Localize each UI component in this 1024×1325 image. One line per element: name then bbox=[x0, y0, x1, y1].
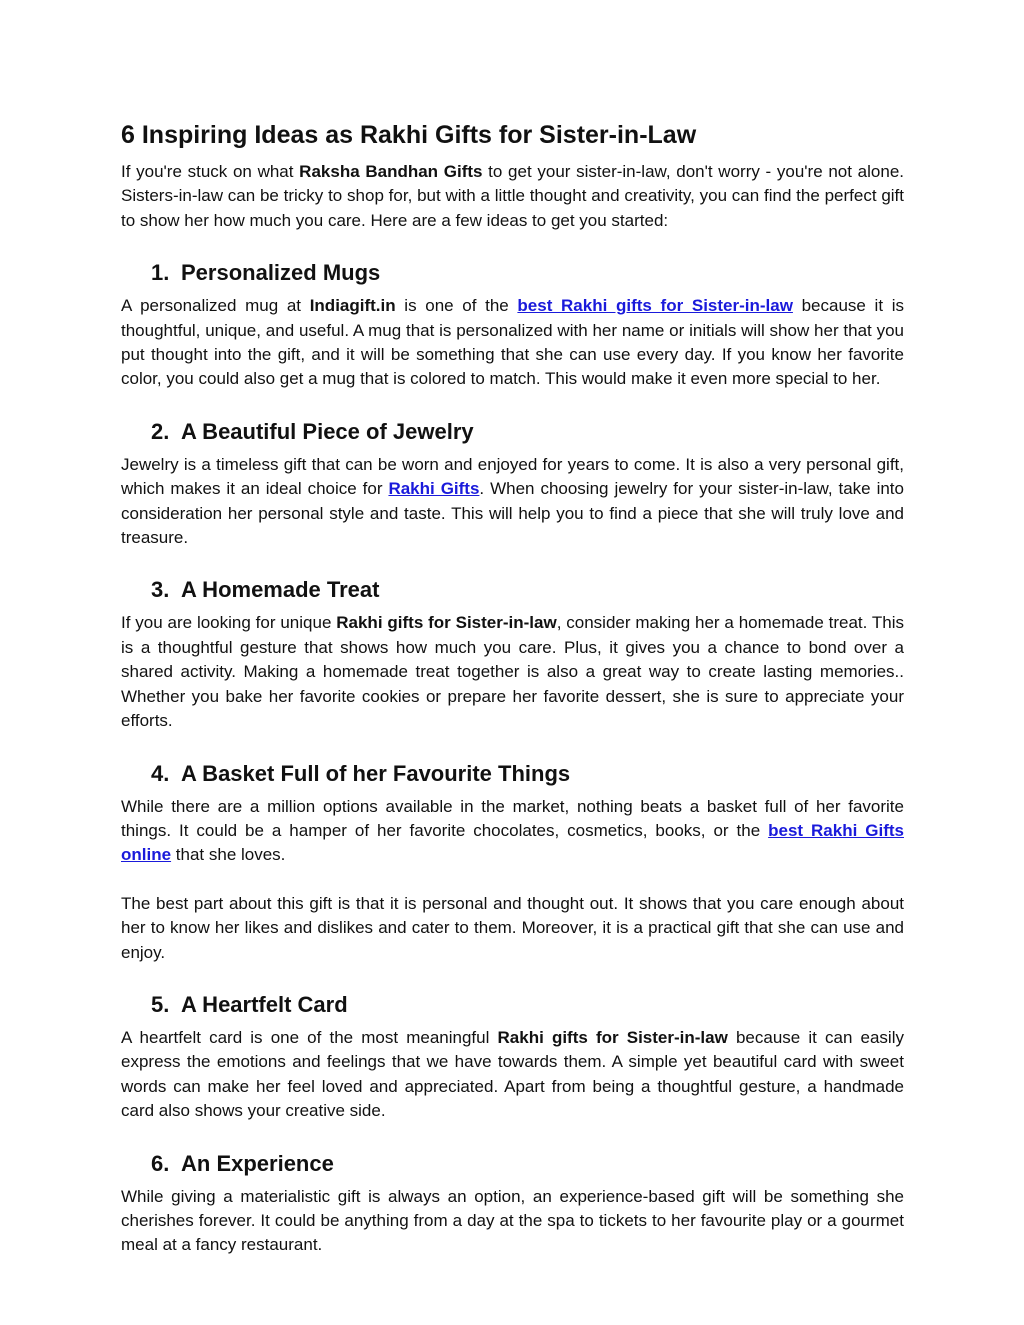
section-number: 6. bbox=[151, 1150, 170, 1176]
section-paragraph-5 bbox=[121, 1026, 904, 1124]
paragraph-text: A personalized mug at bbox=[121, 296, 310, 316]
section-title: A Heartfelt Card bbox=[181, 991, 348, 1017]
best-rakhi-gifts-sister-in-law-link[interactable]: best Rakhi gifts for Sister-in-law bbox=[517, 296, 793, 316]
section-paragraph-4 bbox=[121, 795, 904, 868]
paragraph-text: , consider making her a homemade treat. This is a thoughtful gesture that shows how much you care. Plus, it gives you a chance to bond over a shared activity. Making a homemade treat together is also a great way to create lasting memories.. Whether you bake her favorite cookies or prepare her favorite dessert, she is sure to appreciate your efforts. bbox=[121, 613, 905, 731]
article bbox=[121, 118, 904, 1258]
bold-keyword: Rakhi gifts for Sister-in-law bbox=[497, 1027, 728, 1047]
paragraph-text: is one of the bbox=[395, 296, 518, 316]
intro-text-rest: to get your sister-in-law, don't worry - you're not alone. Sisters-in-law can be tricky to shop for, but with a little thought and creativity, you can find the perfect gift to show her how much you care. Here are a few ideas to get you started: bbox=[121, 162, 904, 230]
section-heading-1 bbox=[121, 258, 904, 288]
paragraph-text: While there are a million options available in the market, nothing beats a basket full of her favorite things. It could be a hamper of her favorite chocolates, cosmetics, books, or the bbox=[121, 796, 904, 840]
section-heading-5 bbox=[121, 990, 904, 1020]
section-title: A Homemade Treat bbox=[181, 577, 380, 603]
section-title: A Beautiful Piece of Jewelry bbox=[181, 418, 474, 444]
section-paragraph-1 bbox=[121, 294, 904, 392]
intro-paragraph bbox=[121, 160, 904, 233]
section-title: A Basket Full of her Favourite Things bbox=[181, 760, 571, 786]
bold-keyword: Rakhi gifts for Sister-in-law bbox=[336, 613, 557, 633]
section-heading-3 bbox=[121, 575, 904, 605]
page-title: 6 Inspiring Ideas as Rakhi Gifts for Sister-in-Law bbox=[121, 121, 697, 149]
intro-bold-keyword: Raksha Bandhan Gifts bbox=[299, 162, 483, 181]
section-paragraph-3 bbox=[121, 611, 904, 733]
paragraph-text: Jewelry is a timeless gift that can be worn and enjoyed for years to come. It is also a very personal gift, which makes it an ideal choice for bbox=[121, 454, 904, 499]
section-paragraph-6: While giving a materialistic gift is always an option, an experience-based gift will be something she cherishes forever. It could be anything from a day at the spa to tickets to her favourite play or a gourmet meal at a fancy restaurant. bbox=[121, 1186, 904, 1255]
section-heading-2 bbox=[121, 417, 904, 447]
intro-text: If you're stuck on what bbox=[121, 162, 300, 181]
paragraph-text: A heartfelt card is one of the most meaningful bbox=[121, 1027, 498, 1047]
paragraph-text: because it can easily express the emotions and feelings that we have towards them. A simple yet beautiful card with sweet words can make her feel loved and appreciated. Apart from being a thoughtful gesture, a handmade card also shows your creative side. bbox=[121, 1027, 904, 1121]
section-title: Personalized Mugs bbox=[181, 260, 381, 286]
section-number: 2. bbox=[151, 418, 170, 444]
paragraph-spacer bbox=[121, 868, 904, 892]
section-title: An Experience bbox=[181, 1150, 334, 1176]
section-number: 1. bbox=[151, 260, 170, 286]
paragraph-text: If you are looking for unique bbox=[121, 613, 337, 633]
section-heading-4 bbox=[121, 759, 904, 789]
section-number: 3. bbox=[151, 577, 170, 603]
paragraph-text: . When choosing jewelry for your sister-in-law, take into consideration her personal style and taste. This will help you to find a piece that she will truly love and treasure. bbox=[121, 479, 904, 548]
best-rakhi-gifts-online-link[interactable]: best Rakhi Gifts online bbox=[121, 820, 904, 865]
section-heading-6 bbox=[121, 1149, 904, 1179]
section-number: 4. bbox=[151, 760, 170, 786]
section-paragraph-2 bbox=[121, 453, 904, 551]
bold-keyword: Indiagift.in bbox=[309, 296, 396, 316]
section-paragraph-4b: The best part about this gift is that it is personal and thought out. It shows that you care enough about her to know her likes and dislikes and cater to them. Moreover, it is a practical gift that she can use and enjoy. bbox=[121, 893, 904, 962]
rakhi-gifts-link[interactable]: Rakhi Gifts bbox=[388, 479, 480, 499]
section-number: 5. bbox=[151, 991, 170, 1017]
paragraph-text: because it is thoughtful, unique, and useful. A mug that is personalized with her name or initials will show her that you put thought into the gift, and it will be something that she can use every day. If you know her favorite color, you could also get a mug that is colored to match. This would make it even more special to her. bbox=[121, 296, 904, 389]
paragraph-text: that she loves. bbox=[171, 845, 286, 865]
